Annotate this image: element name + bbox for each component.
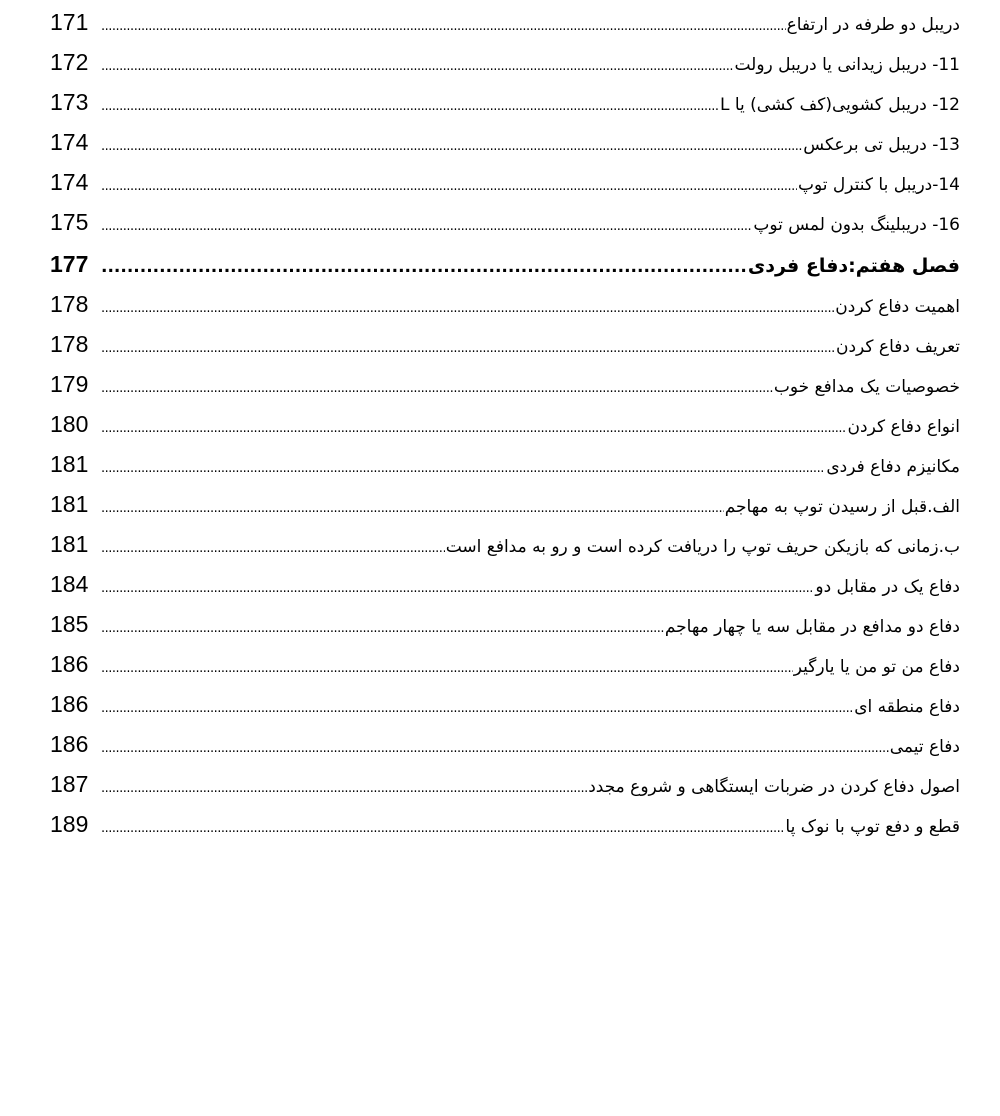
toc-entry[interactable] (50, 322, 960, 362)
toc-entry-page: 184 (50, 571, 89, 597)
dot-leader (101, 175, 797, 199)
toc-entry-page: 185 (50, 611, 89, 637)
toc-chapter-title: فصل هفتم:دفاع فردی (747, 255, 960, 277)
toc-entry-title: مکانیزم دفاع فردی (826, 457, 960, 477)
toc-entry[interactable] (50, 80, 960, 120)
toc-entry-page: 178 (50, 331, 89, 357)
toc-entry[interactable] (50, 722, 960, 762)
toc-entry-page: 172 (50, 49, 89, 75)
toc-entry[interactable] (50, 442, 960, 482)
dot-leader (101, 55, 733, 79)
toc-entry-title: 11- دریبل زیدانی یا دریبل رولت (734, 55, 960, 75)
toc-entry[interactable] (50, 160, 960, 200)
toc-entry-title: دفاع دو مدافع در مقابل سه یا چهار مهاجم (664, 617, 960, 637)
toc-entry[interactable] (50, 282, 960, 322)
toc-entry-page: 181 (50, 531, 89, 557)
toc-entry-page: 178 (50, 291, 89, 317)
toc-entry-page: 186 (50, 691, 89, 717)
toc-chapter-page: 177 (50, 251, 89, 277)
toc-entry-page: 186 (50, 731, 89, 757)
toc-entry-title: 14-دریبل با کنترل توپ (797, 175, 960, 195)
toc-entry[interactable] (50, 602, 960, 642)
dot-leader (101, 657, 793, 681)
toc-entry-title: دفاع یک در مقابل دو (815, 577, 960, 597)
toc-entry-title: دریبل دو طرفه در ارتفاع (786, 15, 960, 35)
dot-leader (101, 377, 773, 401)
dot-leader (101, 417, 847, 441)
dot-leader (101, 215, 752, 239)
dot-leader (101, 297, 834, 321)
toc-entry-page: 171 (50, 9, 89, 35)
dot-leader (101, 135, 802, 159)
toc-entry-title: دفاع منطقه ای (854, 697, 960, 717)
toc-entry-title: 16- دریبلینگ بدون لمس توپ (753, 215, 960, 235)
toc-entry[interactable] (50, 762, 960, 802)
toc-entry[interactable] (50, 802, 960, 842)
toc-entry[interactable] (50, 402, 960, 442)
dot-leader (101, 777, 587, 801)
toc-entry-page: 179 (50, 371, 89, 397)
dot-leader (101, 95, 719, 119)
toc-entry-title: اهمیت دفاع کردن (835, 297, 960, 317)
toc-entry-title: ب.زمانی که بازیکن حریف توپ را دریافت کرده است و رو به مدافع است (445, 537, 960, 557)
table-of-contents (50, 0, 960, 842)
dot-leader (101, 817, 784, 841)
toc-entry-page: 186 (50, 651, 89, 677)
toc-entry-page: 173 (50, 89, 89, 115)
dot-leader (101, 497, 724, 521)
dot-leader (101, 617, 664, 641)
toc-entry-title: 13- دریبل تی برعکس (803, 135, 960, 155)
toc-entry-page: 174 (50, 169, 89, 195)
toc-entry-title: قطع و دفع توپ با نوک پا (785, 817, 960, 837)
toc-entry-page: 189 (50, 811, 89, 837)
dot-leader (101, 255, 747, 279)
dot-leader (101, 457, 825, 481)
toc-entry-page: 174 (50, 129, 89, 155)
toc-entry-page: 187 (50, 771, 89, 797)
toc-entry-title: الف.قبل از رسیدن توپ به مهاجم (724, 497, 960, 517)
toc-entry[interactable] (50, 0, 960, 40)
toc-entry-title: دفاع من تو من یا یارگیر (793, 657, 960, 677)
dot-leader (101, 15, 786, 39)
toc-entry-title: دفاع تیمی (889, 737, 960, 757)
toc-entry[interactable] (50, 682, 960, 722)
toc-entry-title: اصول دفاع کردن در ضربات ایستگاهی و شروع مجدد (588, 777, 960, 797)
toc-entry[interactable] (50, 362, 960, 402)
toc-entry-page: 181 (50, 491, 89, 517)
toc-entry[interactable] (50, 522, 960, 562)
dot-leader (101, 337, 835, 361)
toc-entry-title: 12- دریبل کشویی(کف کشی) یا L (719, 95, 960, 115)
toc-entry[interactable] (50, 200, 960, 240)
toc-entry-title: خصوصیات یک مدافع خوب (773, 377, 960, 397)
toc-entry-title: تعریف دفاع کردن (836, 337, 960, 357)
toc-entry-page: 181 (50, 451, 89, 477)
dot-leader (101, 537, 445, 561)
dot-leader (101, 577, 814, 601)
toc-entry[interactable] (50, 482, 960, 522)
toc-entry[interactable] (50, 642, 960, 682)
toc-entry-page: 175 (50, 209, 89, 235)
toc-entry[interactable] (50, 40, 960, 80)
toc-entry[interactable] (50, 562, 960, 602)
dot-leader (101, 697, 853, 721)
toc-entry-page: 180 (50, 411, 89, 437)
toc-chapter-heading[interactable] (50, 240, 960, 282)
toc-entry-title: انواع دفاع کردن (847, 417, 960, 437)
dot-leader (101, 737, 889, 761)
toc-entry[interactable] (50, 120, 960, 160)
